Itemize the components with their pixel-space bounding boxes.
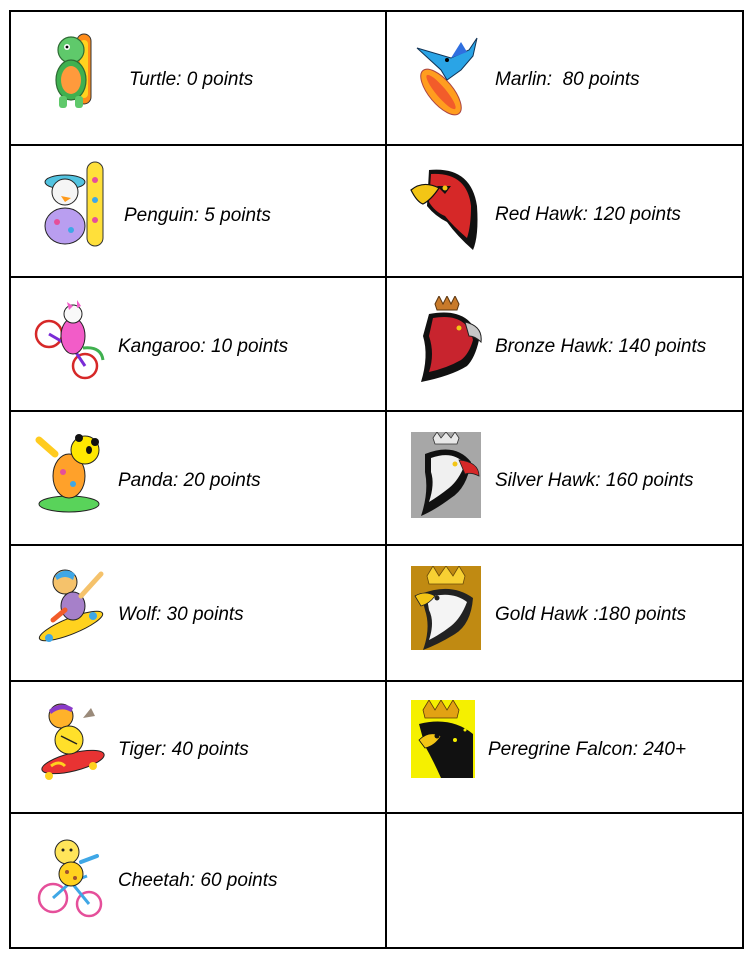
level-cell xyxy=(386,145,743,277)
kangaroo-bike-icon xyxy=(33,296,105,382)
peregrine-falcon-icon xyxy=(411,700,475,778)
level-cell xyxy=(10,411,386,545)
level-cell xyxy=(386,411,743,545)
level-cell xyxy=(10,277,386,411)
level-label-wolf: Wolf: 30 points xyxy=(118,604,244,625)
cheetah-bike-icon xyxy=(35,832,107,920)
level-cell xyxy=(386,11,743,145)
level-cell xyxy=(386,681,743,813)
panda-surfer-icon xyxy=(35,432,107,514)
level-cell xyxy=(10,681,386,813)
red-hawk-icon xyxy=(409,166,481,252)
penguin-surfer-icon xyxy=(39,160,107,250)
turtle-surfer-icon xyxy=(49,30,107,112)
level-label-tiger: Tiger: 40 points xyxy=(118,739,249,760)
level-label-bronze-hawk: Bronze Hawk: 140 points xyxy=(495,336,707,357)
level-label-peregrine-falcon: Peregrine Falcon: 240+ xyxy=(488,739,687,760)
level-label-cheetah: Cheetah: 60 points xyxy=(118,870,278,891)
level-label-silver-hawk: Silver Hawk: 160 points xyxy=(495,470,694,491)
level-cell xyxy=(10,813,386,948)
level-cell xyxy=(10,145,386,277)
level-cell xyxy=(386,545,743,681)
marlin-surfer-icon xyxy=(411,30,483,118)
silver-hawk-icon xyxy=(411,432,481,518)
empty-cell xyxy=(386,813,743,948)
level-label-panda: Panda: 20 points xyxy=(118,470,261,491)
level-cell xyxy=(386,277,743,411)
gold-hawk-icon xyxy=(411,566,481,650)
level-label-kangaroo: Kangaroo: 10 points xyxy=(118,336,289,357)
level-label-turtle: Turtle: 0 points xyxy=(129,69,254,90)
level-label-marlin: Marlin: 80 points xyxy=(495,69,640,90)
level-cell xyxy=(10,545,386,681)
level-label-gold-hawk: Gold Hawk :180 points xyxy=(495,604,687,625)
bronze-hawk-icon xyxy=(411,296,483,382)
level-label-red-hawk: Red Hawk: 120 points xyxy=(495,204,681,225)
level-cell xyxy=(10,11,386,145)
tiger-skateboard-icon xyxy=(35,700,107,784)
wolf-skateboard-icon xyxy=(35,566,107,654)
level-label-penguin: Penguin: 5 points xyxy=(124,205,271,226)
levels-table xyxy=(9,10,744,949)
